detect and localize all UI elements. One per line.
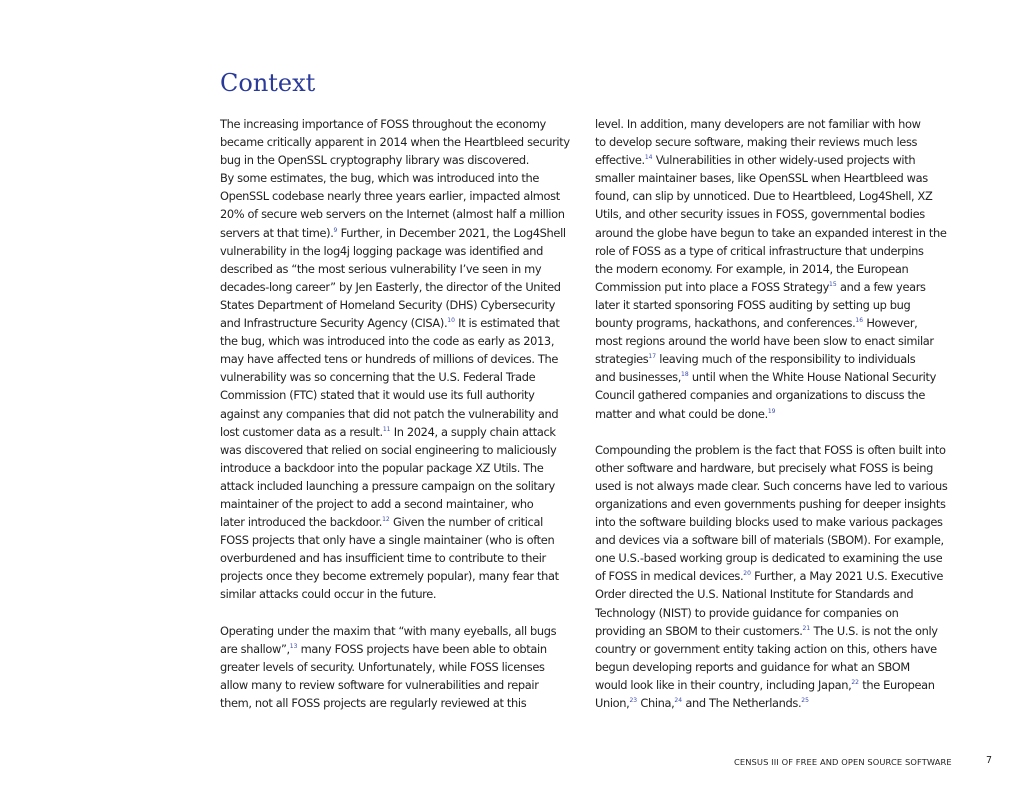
text-line: vulnerability in the log4j logging package was identified and — [220, 243, 544, 258]
right-column — [595, 115, 957, 730]
footnote-ref[interactable]: 25 — [801, 697, 809, 704]
text-line: of FOSS in medical devices.$^{20}$ Further, a May 2021 U.S. Executive — [595, 569, 943, 584]
footnote-ref[interactable]: 13 — [289, 642, 298, 650]
text-line: servers at that time).$^9$ Further, in December 2021, the Log4Shell — [220, 225, 566, 240]
text-line: vulnerability was so concerning that the U.S. Federal Trade — [220, 370, 536, 385]
text-line: Operating under the maxim that “with many eyeballs, all bugs — [220, 623, 557, 638]
text-line: other software and hardware, but precisely what FOSS is being — [595, 460, 933, 475]
text-line: allow many to review software for vulnerabilities and repair — [220, 677, 539, 692]
text-line: Utils, and other security issues in FOSS, governmental bodies — [595, 207, 925, 222]
text-line: attack included launching a pressure campaign on the solitary — [220, 478, 555, 493]
text-line: was discovered that relied on social engineering to maliciously — [220, 442, 557, 457]
text-line: Union,$^{23}$ China,$^{24}$ and The Netherlands.$^{25}$ — [595, 696, 809, 710]
text-line: against any companies that did not patch the vulnerability and — [220, 406, 559, 421]
text-line: are shallow”,$^{13}$ many FOSS projects have been able to obtain — [220, 641, 547, 656]
text-line: smaller maintainer bases, like OpenSSL when Heartbleed was — [595, 171, 928, 186]
text-line: effective.$^{14}$ Vulnerabilities in other widely-used projects with — [595, 153, 916, 168]
text-line: became critically apparent in 2014 when the Heartbleed security — [220, 135, 570, 150]
text-line: matter and what could be done.$^{19}$ — [595, 406, 776, 421]
text-line: would look like in their country, including Japan,$^{22}$ the European — [595, 677, 935, 692]
footer-title: CENSUS III OF FREE AND OPEN SOURCE SOFTWARE — [734, 757, 952, 767]
text-line: OpenSSL codebase nearly three years earlier, impacted almost — [220, 189, 560, 204]
text-line: around the globe have begun to take an expanded interest in the — [595, 225, 947, 240]
footnote-ref[interactable]: 20 — [743, 570, 751, 578]
text-line: and devices via a software bill of materials (SBOM). For example, — [595, 533, 944, 548]
footnote-ref[interactable]: 15 — [829, 280, 837, 288]
text-line: and Infrastructure Security Agency (CISA).$^{10}$ It is estimated that — [220, 316, 560, 331]
text-line: may have affected tens or hundreds of millions of devices. The — [220, 352, 559, 367]
text-line: bounty programs, hackathons, and conferences.$^{16}$ However, — [595, 316, 918, 331]
footnote-ref[interactable]: 21 — [802, 624, 811, 632]
footnote-ref[interactable]: 9 — [333, 226, 338, 234]
text-line: lost customer data as a result.$^{11}$ In 2024, a supply chain attack — [220, 424, 556, 439]
left-column — [220, 115, 578, 730]
paragraph — [220, 115, 578, 604]
footnote-ref[interactable]: 11 — [382, 425, 391, 433]
text-line: Council gathered companies and organizations to discuss the — [595, 388, 926, 403]
text-line: Commission (FTC) stated that it would use its full authority — [220, 388, 535, 403]
text-line: bug in the OpenSSL cryptography library was discovered. — [220, 153, 529, 168]
text-line: 20% of secure web servers on the Internet (almost half a million — [220, 207, 565, 222]
text-line: organizations and even governments pushing for deeper insights — [595, 496, 946, 511]
text-line: FOSS projects that only have a single maintainer (who is often — [220, 533, 555, 548]
text-line: country or government entity taking action on this, others have — [595, 641, 937, 656]
text-line: and businesses,$^{18}$ until when the White House National Security — [595, 370, 936, 385]
text-line: role of FOSS as a type of critical infrastructure that underpins — [595, 243, 924, 258]
text-line: described as “the most serious vulnerability I’ve seen in my — [220, 261, 542, 276]
footnote-ref[interactable]: 17 — [648, 353, 657, 361]
footnote-ref[interactable]: 14 — [644, 154, 653, 162]
footnote-ref[interactable]: 22 — [851, 678, 859, 686]
text-line: one U.S.-based working group is dedicated to examining the use — [595, 551, 943, 566]
text-line: The increasing importance of FOSS throughout the economy — [220, 117, 546, 131]
text-line: strategies$^{17}$ leaving much of the responsibility to individuals — [595, 352, 916, 367]
text-line: By some estimates, the bug, which was introduced into the — [220, 171, 539, 186]
text-line: Compounding the problem is the fact that FOSS is often built into — [595, 442, 946, 457]
footnote-ref[interactable]: 19 — [767, 407, 776, 415]
text-line: the modern economy. For example, in 2014, the European — [595, 261, 909, 276]
text-line: to develop secure software, making their reviews much less — [595, 135, 918, 150]
text-line: greater levels of security. Unfortunately, while FOSS licenses — [220, 659, 545, 674]
text-line: later introduced the backdoor.$^{12}$ Given the number of critical — [220, 515, 543, 530]
footnote-ref[interactable]: 23 — [629, 697, 638, 704]
text-line: found, can slip by unnoticed. Due to Heartbleed, Log4Shell, XZ — [595, 189, 933, 204]
text-line: overburdened and has insufficient time to contribute to their — [220, 551, 546, 566]
text-line: similar attacks could occur in the future. — [220, 587, 437, 602]
text-line: decades-long career” by Jen Easterly, the director of the United — [220, 279, 561, 294]
paragraph — [595, 441, 957, 712]
text-line: used is not always made clear. Such concerns have led to various — [595, 478, 948, 493]
text-line: them, not all FOSS projects are regularly reviewed at this — [220, 696, 527, 710]
text-line: States Department of Homeland Security (DHS) Cybersecurity — [220, 297, 555, 312]
text-line: Order directed the U.S. National Institute for Standards and — [595, 587, 914, 602]
footnote-ref[interactable]: 16 — [855, 317, 864, 325]
paragraph — [220, 622, 578, 712]
text-line: providing an SBOM to their customers.$^{21}$ The U.S. is not the only — [595, 623, 938, 638]
text-line: maintainer of the project to add a second maintainer, who — [220, 496, 534, 511]
text-line: level. In addition, many developers are not familiar with how — [595, 117, 921, 131]
text-line: later it started sponsoring FOSS auditing by setting up bug — [595, 297, 911, 312]
text-line: Technology (NIST) to provide guidance for companies on — [595, 605, 899, 620]
text-line: the bug, which was introduced into the code as early as 2013, — [220, 334, 555, 349]
footnote-ref[interactable]: 10 — [447, 317, 455, 325]
footnote-ref[interactable]: 12 — [382, 516, 390, 524]
paragraph — [595, 115, 957, 423]
text-line: begun developing reports and guidance for what an SBOM — [595, 659, 910, 674]
text-line: projects once they become extremely popular), many fear that — [220, 569, 559, 584]
text-line: most regions around the world have been slow to enact similar — [595, 334, 934, 349]
footnote-ref[interactable]: 24 — [674, 697, 683, 704]
page-number: 7 — [986, 755, 993, 766]
footnote-ref[interactable]: 18 — [681, 371, 689, 379]
page-title: Context — [220, 69, 316, 97]
text-line: Commission put into place a FOSS Strategy$^{15}$ and a few years — [595, 279, 926, 294]
text-line: introduce a backdoor into the popular package XZ Utils. The — [220, 460, 544, 475]
text-line: into the software building blocks used to make various packages — [595, 515, 943, 530]
